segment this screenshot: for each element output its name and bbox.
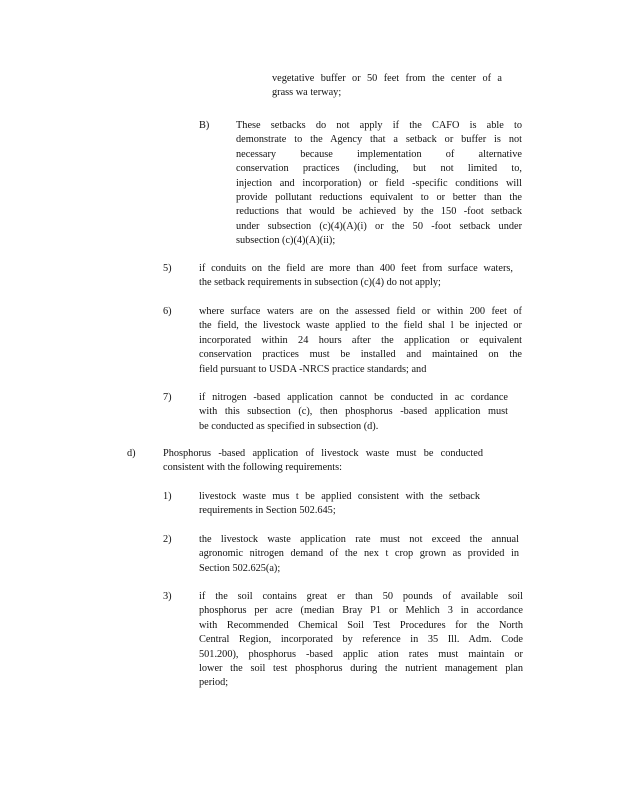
text-line: if nitrogen -based application cannot be conducted in ac cordance bbox=[199, 392, 508, 403]
text-line: phosphorus per acre (median Bray P1 or Mehlich 3 in accordance bbox=[199, 605, 523, 617]
item-label: 1) bbox=[163, 491, 172, 502]
text-line: the livestock waste application rate must not exceed the annual bbox=[199, 534, 519, 545]
item-label: 2) bbox=[163, 534, 172, 545]
text-line: subsection (c)(4)(A)(ii); bbox=[236, 235, 336, 247]
item-label: 6) bbox=[163, 306, 172, 317]
text-line: with this subsection (c), then phosphorus -based application must bbox=[199, 406, 508, 418]
subsection-label: B) bbox=[199, 120, 210, 131]
item-text bbox=[199, 490, 480, 519]
text-line: injection and incorporation) or field -specific conditions will bbox=[236, 177, 522, 189]
text-line: under subsection (c)(4)(A)(i) or the 50 -foot setback under bbox=[236, 220, 522, 232]
text-line: the setback requirements in subsection (c)(4) do not apply; bbox=[199, 277, 441, 289]
text-line: Phosphorus -based application of livestock waste must be conducted bbox=[163, 448, 483, 459]
text-line: incorporated within 24 hours after the application or equivalent bbox=[199, 334, 522, 346]
text-line: be conducted as specified in subsection (d). bbox=[199, 420, 379, 432]
text-line: consistent with the following requirements: bbox=[163, 462, 343, 474]
text-line: provide pollutant reductions equivalent to or better than the bbox=[236, 192, 522, 204]
text-line: requirements in Section 502.645; bbox=[199, 505, 336, 517]
text-line: demonstrate to the Agency that a setback or buffer is not bbox=[236, 134, 522, 146]
text-line: conservation practices must be installed and maintained on the bbox=[199, 349, 522, 361]
item-text bbox=[199, 590, 523, 691]
text-line: where surface waters are on the assessed field or within 200 feet of bbox=[199, 306, 522, 317]
text-line: field pursuant to USDA -NRCS practice standards; and bbox=[199, 363, 427, 375]
text-line: if conduits on the field are more than 400 feet from surface waters, bbox=[199, 263, 513, 274]
text-line: agronomic nitrogen demand of the nex t crop grown as provided in bbox=[199, 548, 519, 560]
text-line: reductions that would be achieved by the 150 -foot setback bbox=[236, 206, 522, 218]
section-text bbox=[163, 447, 483, 476]
item-text bbox=[199, 391, 508, 434]
text-line: Section 502.625(a); bbox=[199, 562, 281, 574]
item-text bbox=[199, 262, 513, 291]
text-line: necessary because implementation of alternative bbox=[236, 148, 522, 160]
text-line: These setbacks do not apply if the CAFO is able to bbox=[236, 120, 522, 131]
subsection-text bbox=[236, 119, 522, 249]
text-line: with Recommended Chemical Soil Test Procedures for the North bbox=[199, 619, 523, 631]
fragment-text bbox=[272, 72, 502, 101]
text-line: conservation practices (including, but not limited to, bbox=[236, 163, 522, 175]
item-label: 5) bbox=[163, 263, 172, 274]
text-line: period; bbox=[199, 677, 229, 689]
text-line: the field, the livestock waste applied to the field shal l be injected or bbox=[199, 320, 522, 332]
text-line: grass wa terway; bbox=[272, 87, 342, 99]
section-label: d) bbox=[127, 448, 136, 459]
text-line: livestock waste mus t be applied consistent with the setback bbox=[199, 491, 480, 502]
item-label: 7) bbox=[163, 392, 172, 403]
text-line: lower the soil test phosphorus during the nutrient management plan bbox=[199, 663, 523, 675]
text-line: if the soil contains great er than 50 pounds of available soil bbox=[199, 591, 523, 602]
text-line: vegetative buffer or 50 feet from the center of a bbox=[272, 73, 502, 84]
item-text bbox=[199, 305, 522, 377]
text-line: Central Region, incorporated by reference in 35 Ill. Adm. Code bbox=[199, 634, 523, 646]
item-label: 3) bbox=[163, 591, 172, 602]
text-line: 501.200), phosphorus -based applic ation rates must maintain or bbox=[199, 648, 523, 660]
item-text bbox=[199, 533, 519, 576]
